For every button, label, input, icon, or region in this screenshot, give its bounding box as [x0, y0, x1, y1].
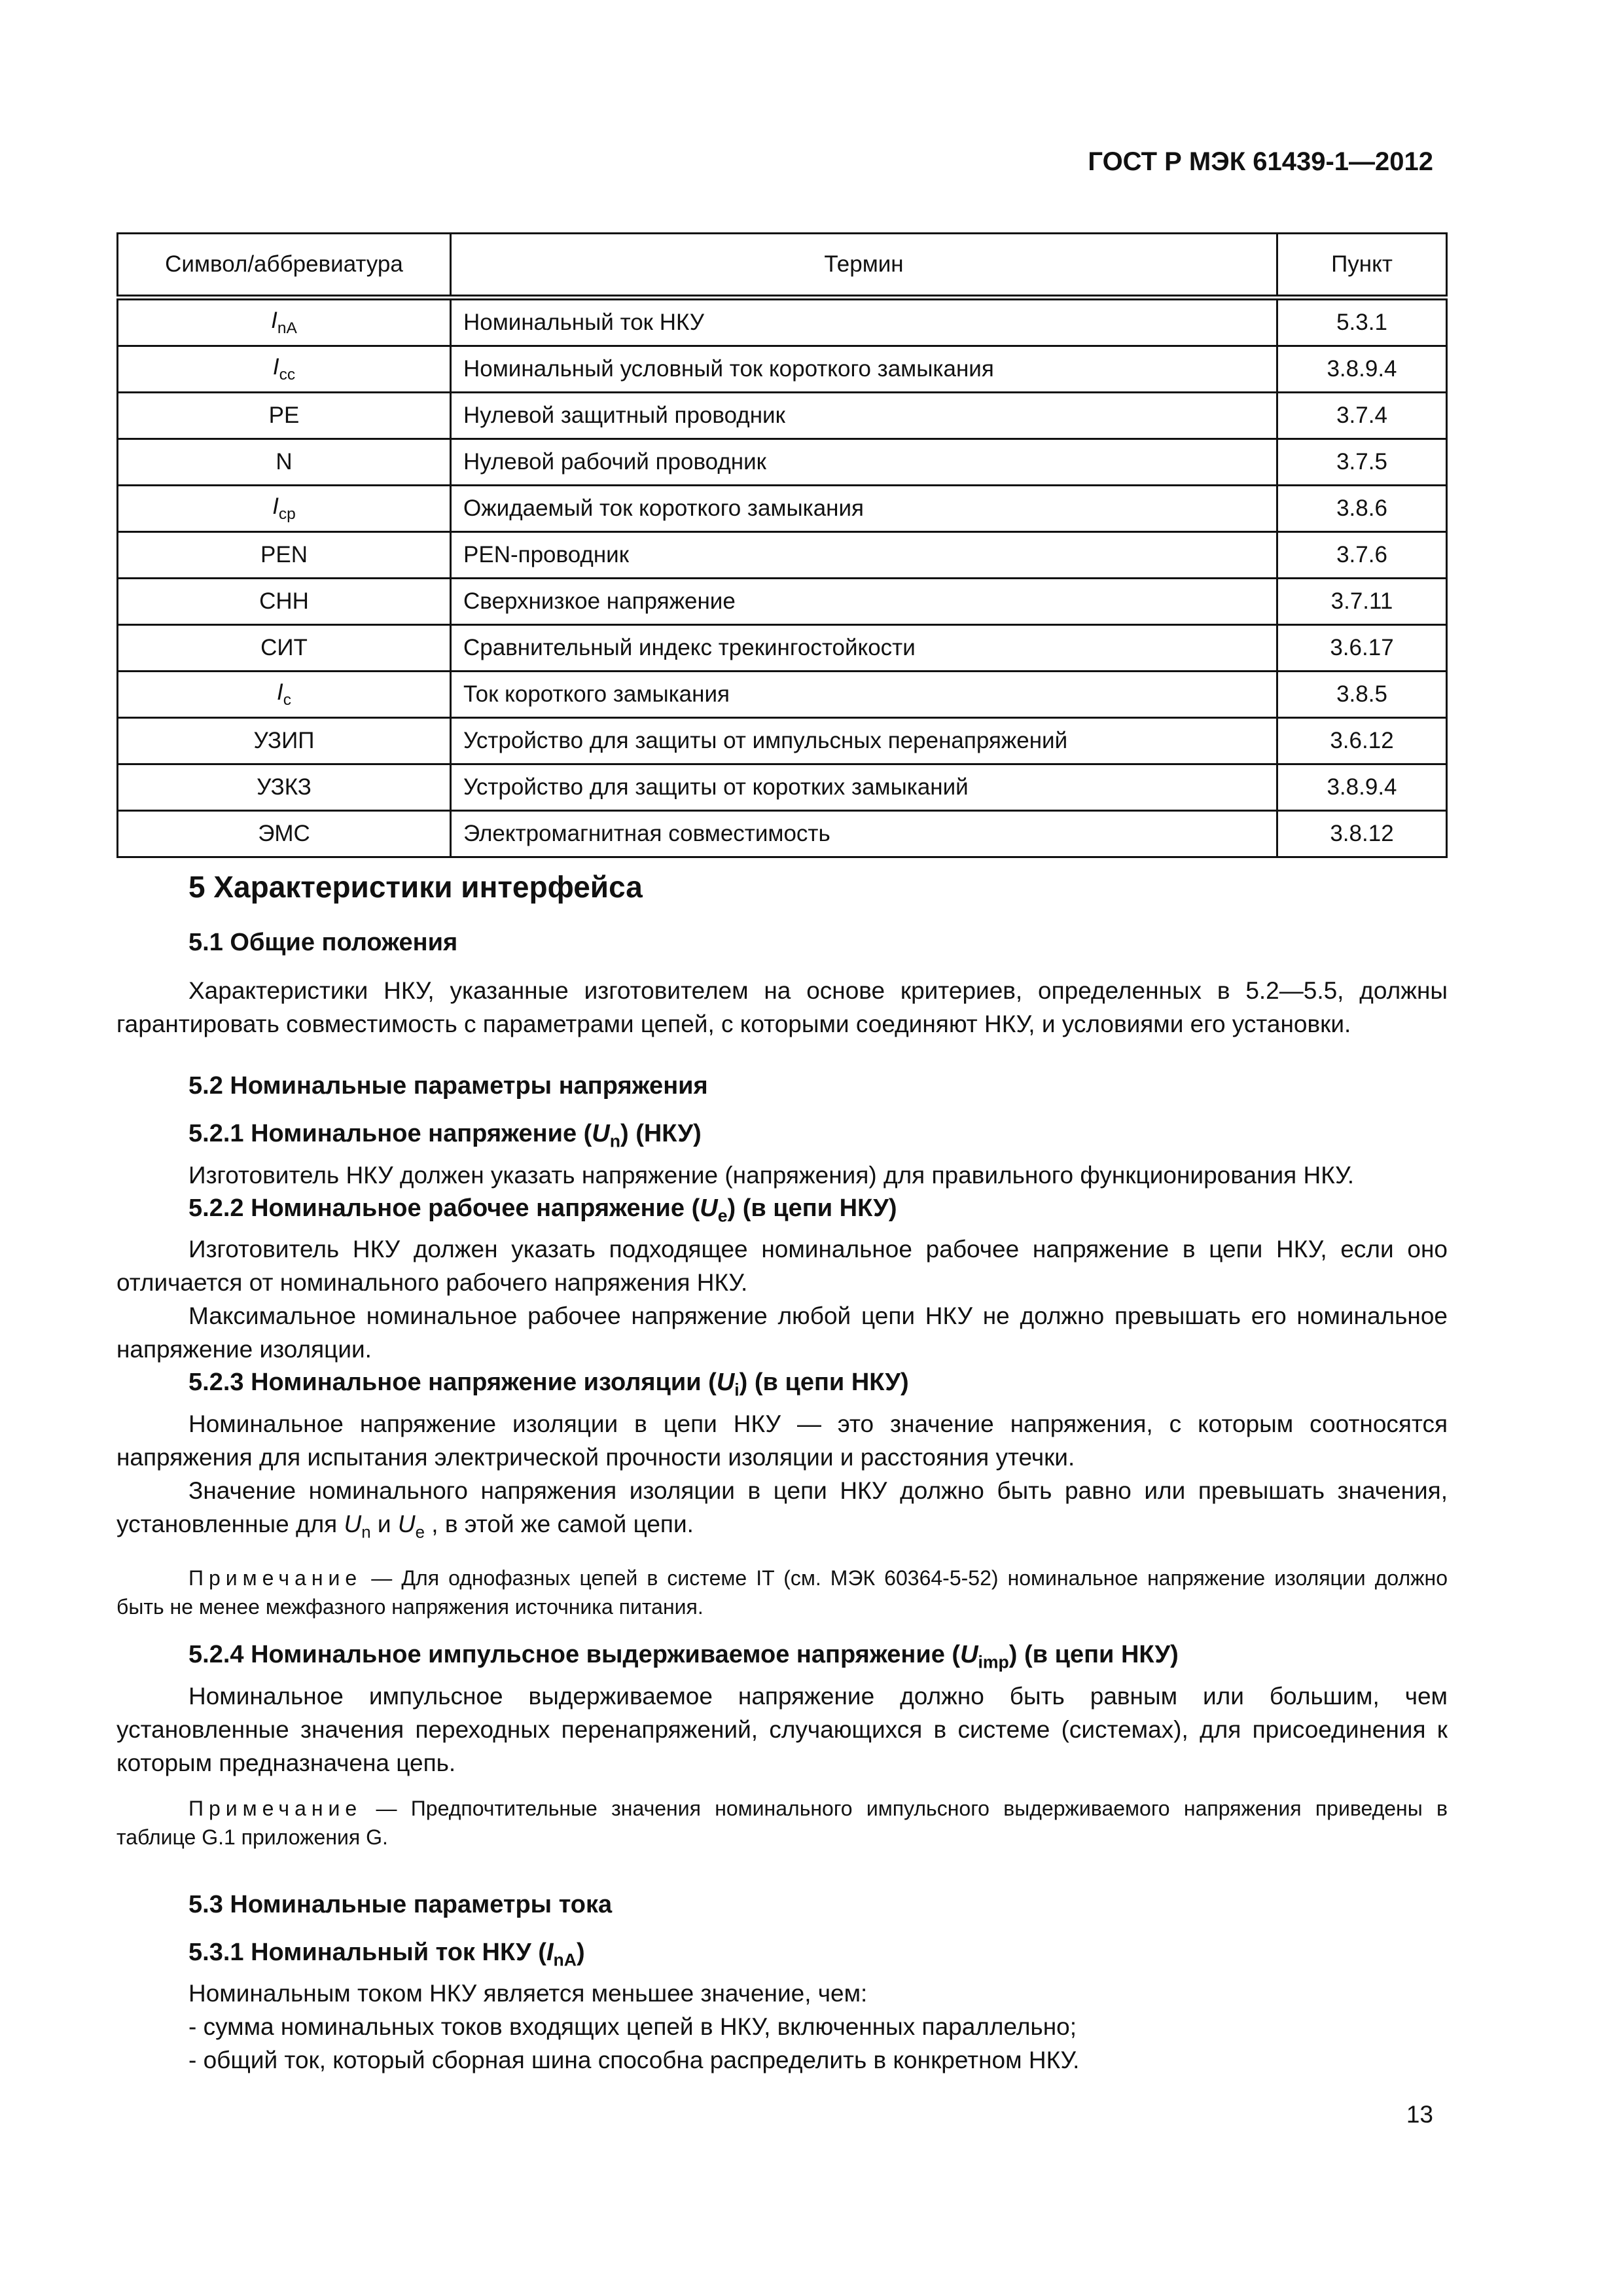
- section-5-2-2-text-1: Изготовитель НКУ должен указать подходящее номинальное рабочее напряжение в цепи НКУ, если оно отличается от номинального рабочего напряжения НКУ.: [116, 1236, 1448, 1297]
- table-body: [118, 298, 1447, 857]
- table-row: [118, 579, 1447, 625]
- column-header-clause: Пункт: [1277, 234, 1447, 298]
- table-row: [118, 718, 1447, 764]
- symbol-cell: PEN: [118, 532, 451, 579]
- table-row: [118, 672, 1447, 718]
- section-5-3-1-title: 5.3.1 Номинальный ток НКУ $(I_{nA})$: [188, 1938, 585, 1970]
- table-row: [118, 439, 1447, 486]
- column-header-term: Термин: [451, 234, 1277, 298]
- table-row: [118, 764, 1447, 811]
- section-5-2-title: 5.2 Номинальные параметры напряжения: [188, 1072, 708, 1100]
- table-header-row: [118, 234, 1447, 298]
- section-5-2-1-text: Изготовитель НКУ должен указать напряжение (напряжения) для правильного функционирования НКУ.: [188, 1161, 1355, 1189]
- clause-cell: 3.8.5: [1277, 672, 1447, 718]
- list-item: - общий ток, который сборная шина способна распределить в конкретном НКУ.: [188, 2047, 1080, 2074]
- clause-cell: 3.8.6: [1277, 486, 1447, 532]
- symbol-cell: PE: [118, 393, 451, 439]
- symbol-cell: УЗКЗ: [118, 764, 451, 811]
- section-5-2-2-text-2: Максимальное номинальное рабочее напряжение любой цепи НКУ не должно превышать его номинальное напряжение изоляции.: [116, 1302, 1448, 1363]
- term-cell: Ток короткого замыкания: [451, 672, 1277, 718]
- table-row: [118, 811, 1447, 857]
- term-cell: Сверхнизкое напряжение: [451, 579, 1277, 625]
- page-number: 13: [1406, 2101, 1433, 2128]
- table-row: [118, 625, 1447, 672]
- symbol-cell: ЭМС: [118, 811, 451, 857]
- symbol-cell: $I_{cc}$: [118, 346, 451, 393]
- section-5-2-3-text-1: Номинальное напряжение изоляции в цепи НКУ — это значение напряжения, с которым соотносятся напряжения для испытания электрической прочности изоляции и расстояния утечки.: [116, 1410, 1448, 1471]
- section-5-2-1-title: 5.2.1 Номинальное напряжение $(U_n)$ (НКУ): [188, 1120, 702, 1151]
- symbol-cell: УЗИП: [118, 718, 451, 764]
- table-row: [118, 532, 1447, 579]
- term-cell: Устройство для защиты от импульсных перенапряжений: [451, 718, 1277, 764]
- clause-cell: 3.8.12: [1277, 811, 1447, 857]
- section-5-3-title: 5.3 Номинальные параметры тока: [188, 1890, 613, 1918]
- section-5-content: [116, 870, 1448, 2077]
- table-row: [118, 393, 1447, 439]
- clause-cell: 3.6.17: [1277, 625, 1447, 672]
- clause-cell: 3.8.9.4: [1277, 764, 1447, 811]
- term-cell: Ожидаемый ток короткого замыкания: [451, 486, 1277, 532]
- clause-cell: 3.7.6: [1277, 532, 1447, 579]
- section-5-1-title: 5.1 Общие положения: [188, 929, 458, 956]
- section-5-2-3-text-2: Значение номинального напряжения изоляции в цепи НКУ должно быть равно или превышать значения, установленные для $U_n$ и $U_e$ , в этой же самой цепи.: [116, 1477, 1448, 1542]
- clause-cell: 3.7.11: [1277, 579, 1447, 625]
- symbols-table: [116, 232, 1448, 858]
- section-5-2-2-title: 5.2.2 Номинальное рабочее напряжение $(U_e)$ (в цепи НКУ): [188, 1194, 897, 1226]
- table-row: [118, 346, 1447, 393]
- symbol-cell: N: [118, 439, 451, 486]
- section-5-1-text: Характеристики НКУ, указанные изготовителем на основе критериев, определенных в 5.2—5.5, должны гарантировать совместимость с параметрами цепей, с которыми соединяют НКУ, и условиями его установки.: [116, 977, 1448, 1037]
- clause-cell: 3.7.5: [1277, 439, 1447, 486]
- clause-cell: 3.8.9.4: [1277, 346, 1447, 393]
- section-5-2-4-title: 5.2.4 Номинальное импульсное выдерживаемое напряжение $(U_{imp})$ (в цепи НКУ): [188, 1641, 1179, 1672]
- symbol-cell: $I_{cp}$: [118, 486, 451, 532]
- symbol-cell: СИТ: [118, 625, 451, 672]
- table-row: [118, 298, 1447, 346]
- term-cell: Нулевой защитный проводник: [451, 393, 1277, 439]
- term-cell: Нулевой рабочий проводник: [451, 439, 1277, 486]
- term-cell: PEN-проводник: [451, 532, 1277, 579]
- clause-cell: 3.7.4: [1277, 393, 1447, 439]
- section-5-2-4-text: Номинальное импульсное выдерживаемое напряжение должно быть равным или большим, чем установленные значения переходных перенапряжений, случающихся в системе (системах), для присоединения к которым предназначена цепь.: [116, 1682, 1448, 1776]
- note-1: Примечание — Для однофазных цепей в системе IT (см. МЭК 60364-5-52) номинальное напряжение изоляции должно быть не менее межфазного напряжения источника питания.: [116, 1566, 1448, 1619]
- symbol-cell: СНН: [118, 579, 451, 625]
- note-2: Примечание — Предпочтительные значения номинального импульсного выдерживаемого напряжения приведены в таблице G.1 приложения G.: [116, 1796, 1448, 1849]
- section-5-2-3-title: 5.2.3 Номинальное напряжение изоляции $(U_i)$ (в цепи НКУ): [188, 1369, 909, 1400]
- clause-cell: 3.6.12: [1277, 718, 1447, 764]
- section-5-3-1-text: Номинальным током НКУ является меньшее значение, чем:: [188, 1980, 868, 2007]
- term-cell: Номинальный ток НКУ: [451, 298, 1277, 346]
- list-item: - сумма номинальных токов входящих цепей в НКУ, включенных параллельно;: [188, 2013, 1077, 2041]
- term-cell: Сравнительный индекс трекингостойкости: [451, 625, 1277, 672]
- column-header-symbol: Символ/аббревиатура: [118, 234, 451, 298]
- term-cell: Устройство для защиты от коротких замыканий: [451, 764, 1277, 811]
- symbol-cell: $I_c$: [118, 672, 451, 718]
- document-id-header: ГОСТ Р МЭК 61439-1—2012: [1088, 147, 1433, 176]
- table-row: [118, 486, 1447, 532]
- clause-cell: 5.3.1: [1277, 298, 1447, 346]
- term-cell: Электромагнитная совместимость: [451, 811, 1277, 857]
- term-cell: Номинальный условный ток короткого замыкания: [451, 346, 1277, 393]
- section-5-title: 5 Характеристики интерфейса: [188, 870, 643, 904]
- symbol-cell: $I_{nA}$: [118, 298, 451, 346]
